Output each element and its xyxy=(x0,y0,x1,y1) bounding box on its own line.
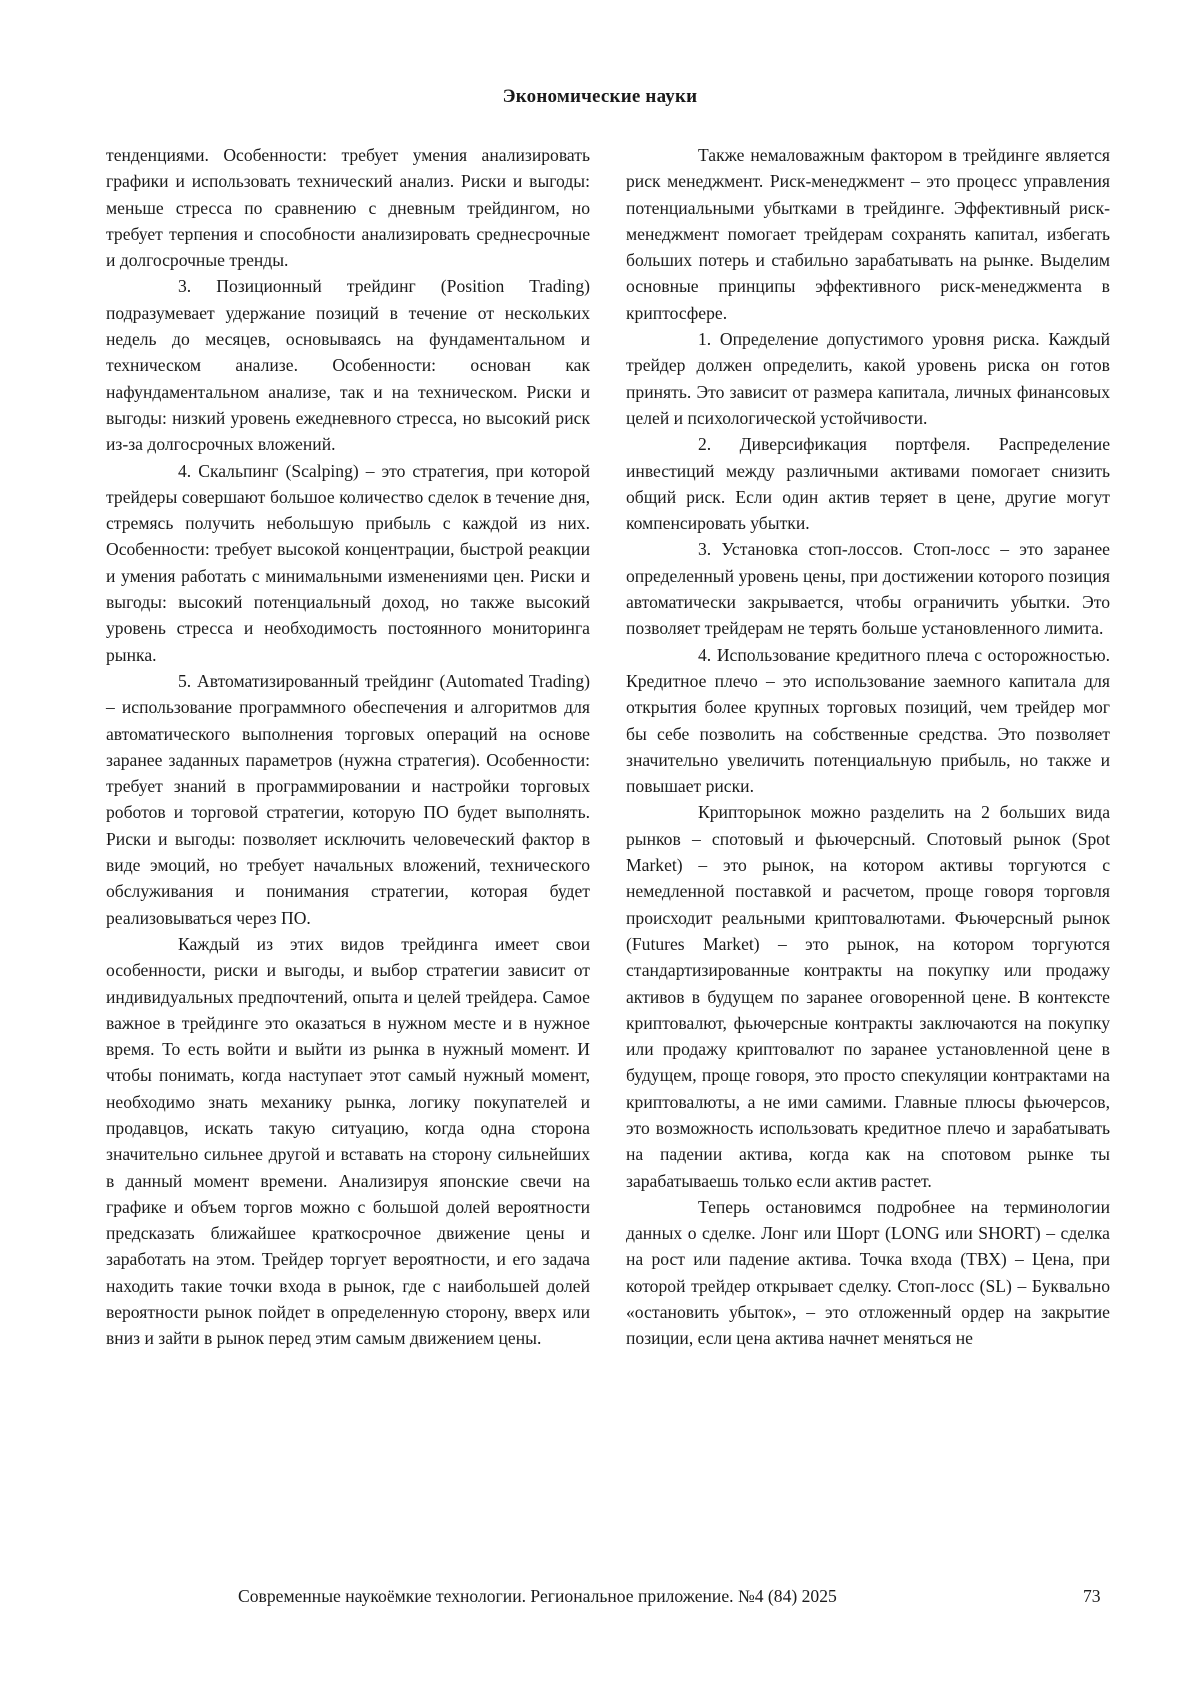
paragraph: 4. Скальпинг (Scalping) – это стратегия, при которой трейдеры совершают большое количество сделок в течение дня, стремясь получить небольшую прибыль с каждой из них. Особенности: требует высокой концентрации, быстрой реакции и умения работать с минимальными изменениями цен. Риски и выгоды: высокий потенциальный доход, но также высокий уровень стресса и необходимость постоянного мониторинга рынка. xyxy=(106,460,590,665)
paragraph: Также немаловажным фактором в трейдинге является риск менеджмент. Риск-менеджмент – это процесс управления потенциальными убытками в трейдинге. Эффективный риск-менеджмент помогает трейдерам сохранять капитал, избегать больших потерь и стабильно зарабатывать на рынке. Выделим основные принципы эффективного риск-менеджмента в криптосфере. xyxy=(626,145,1110,323)
paragraph: 2. Диверсификация портфеля. Распределение инвестиций между различными активами помогает снизить общий риск. Если один актив теряет в цене, другие могут компенсировать убытки. xyxy=(626,434,1110,534)
paragraph: Каждый из этих видов трейдинга имеет свои особенности, риски и выгоды, и выбор стратегии зависит от индивидуальных предпочтений, опыта и целей трейдера. Самое важное в трейдинге это оказаться в нужном месте и в нужное время. То есть войти и выйти из рынка в нужный момент. И чтобы понимать, когда наступает этот самый нужный момент, необходимо знать механику рынка, логику покупателей и продавцов, искать такую ситуацию, когда одна сторона значительно сильнее другой и вставать на сторону сильнейших в данный момент времени. Анализируя японские свечи на графике и объем торгов можно с большой долей вероятности предсказать ближайшее краткосрочное движение цены и заработать на этом. Трейдер торгует вероятности, и его задача находить такие точки входа в рынок, где с наибольшей долей вероятности рынок пойдет в определенную сторону, вверх или вниз и зайти в рынок перед этим самым движением цены. xyxy=(106,933,590,1349)
paragraph: тенденциями. Особенности: требует умения анализировать графики и использовать технический анализ. Риски и выгоды: меньше стресса по сравнению с дневным трейдингом, но требует терпения и способности анализировать среднесрочные и долгосрочные тренды. xyxy=(106,145,590,271)
paragraph: 1. Определение допустимого уровня риска. Каждый трейдер должен определить, какой уровень риска он готов принять. Это зависит от размера капитала, личных финансовых целей и психологической устойчивости. xyxy=(626,329,1110,428)
paragraph: 4. Использование кредитного плеча с осторожностью. Кредитное плечо – это использование заемного капитала для открытия более крупных торговых позиций, чем трейдер мог бы себе позволить на собственные средства. Это позволяет значительно увеличить потенциальную прибыль, но также и повышает риски. xyxy=(626,644,1110,797)
page-number: 73 xyxy=(1083,1586,1101,1606)
footer-journal-title: Современные наукоёмкие технологии. Региональное приложение. №4 (84) 2025 xyxy=(238,1586,837,1606)
paragraph: 5. Автоматизированный трейдинг (Automated Trading) – использование программного обеспечения и алгоритмов для автоматического выполнения торговых операций на основе заранее заданных параметров (нужна стратегия). Особенности: требует знаний в программировании и настройки торговых роботов и торговой стратегии, которую ПО будет выполнять. Риски и выгоды: позволяет исключить человеческий фактор в виде эмоций, но требует начальных вложений, технического обслуживания и понимания стратегии, которая будет реализовываться через ПО. xyxy=(106,670,590,928)
paragraph: 3. Позиционный трейдинг (Position Trading) подразумевает удержание позиций в течение от нескольких недель до месяцев, основываясь на фундаментальном и техническом анализе. Особенности: основан как нафундаментальном анализе, так и на техническом. Риски и выгоды: низкий уровень ежедневного стресса, но высокий риск из-за долгосрочных вложений. xyxy=(106,276,590,455)
paragraph: Крипторынок можно разделить на 2 больших вида рынков – спотовый и фьючерсный. Спотовый рынок (Spot Market) – это рынок, на котором активы торгуются с немедленной поставкой и расчетом, проще говоря торговля происходит реальными криптовалютами. Фьючерсный рынок (Futures Market) – это рынок, на котором торгуются стандартизированные контракты на покупку или продажу активов в будущем по заранее оговоренной цене. В контексте криптовалют, фьючерсные контракты заключаются на покупку или продажу криптовалют по заранее установленной цене в будущем, проще говоря, это просто спекуляции контрактами на криптовалюты, а не ими самими. Главные плюсы фьючерсов, это возможность использовать кредитное плечо и зарабатывать на падении актива, когда как на спотовом рынке ты зарабатываешь только если актив растет. xyxy=(626,802,1110,1191)
running-head: Экономические науки xyxy=(502,86,698,107)
left-column xyxy=(106,142,590,1352)
right-column xyxy=(626,142,1110,1352)
paragraph: Теперь остановимся подробнее на терминологии данных о сделке. Лонг или Шорт (LONG или SHORT) – сделка на рост или падение актива. Точка входа (ТВХ) – Цена, при которой трейдер открывает сделку. Стоп-лосс (SL) – Буквально «остановить убыток», – это отложенный ордер на закрытие позиции, если цена актива начнет меняться не xyxy=(626,1196,1110,1349)
paragraph: 3. Установка стоп-лоссов. Стоп-лосс – это заранее определенный уровень цены, при достижении которого позиция автоматически закрывается, чтобы ограничить убытки. Это позволяет трейдерам не терять больше установленного лимита. xyxy=(626,539,1110,639)
